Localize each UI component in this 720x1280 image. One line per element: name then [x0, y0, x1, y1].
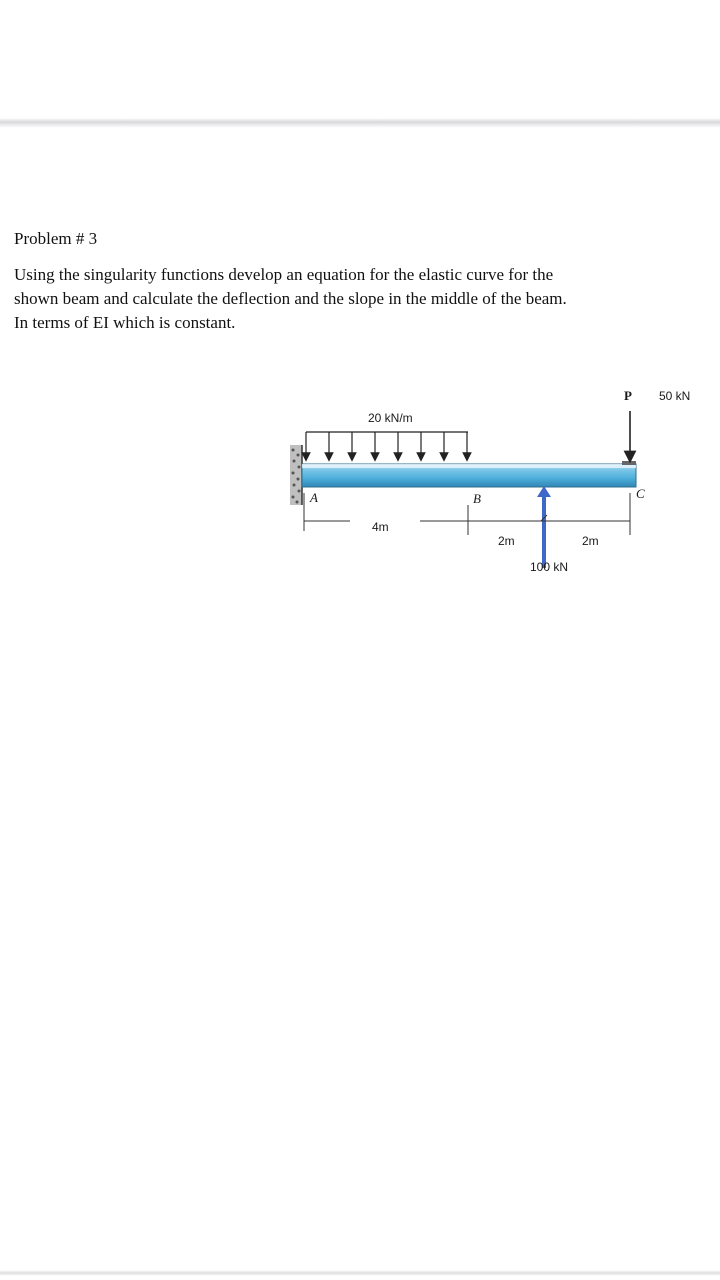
point-b-label: B [473, 491, 481, 506]
reaction-label: 100 kN [530, 560, 569, 574]
fixed-support [290, 445, 302, 505]
dimension-support-c-label: 2m [582, 534, 599, 548]
beam-diagram [258, 365, 720, 595]
point-a-label: A [310, 490, 318, 505]
point-load-symbol: P [624, 388, 632, 403]
problem-line-2: shown beam and calculate the deflection and the slope in the middle of the beam. [14, 289, 567, 308]
top-divider [0, 118, 720, 128]
dimension-b-support-label: 2m [498, 534, 515, 548]
dimension-ab-label: 4m [372, 520, 389, 534]
reaction-arrow [537, 486, 551, 568]
bottom-divider [0, 1270, 720, 1276]
problem-line-1: Using the singularity functions develop an equation for the elastic curve for the [14, 265, 554, 284]
problem-line-3: In terms of EI which is constant. [14, 313, 236, 332]
beam-figure [258, 365, 720, 595]
dimension-lines [304, 493, 630, 535]
distributed-load [306, 432, 468, 457]
point-c-label: C [636, 486, 645, 501]
point-load-value: 50 kN [659, 389, 691, 403]
beam [302, 461, 636, 487]
problem-title: Problem # 3 [14, 229, 98, 248]
distributed-load-label: 20 kN/m [368, 411, 413, 425]
